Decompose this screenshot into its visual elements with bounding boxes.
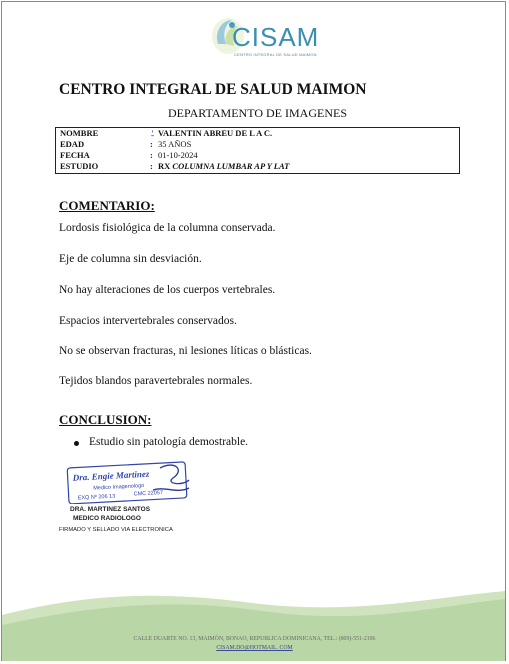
estudio-name: COLUMNA LUMBAR AP Y LAT <box>172 161 290 171</box>
value-nombre: VALENTIN ABREU DE L A C. <box>158 128 273 138</box>
department-title: DEPARTAMENTO DE IMAGENES <box>168 106 347 120</box>
footer-address: CALLE DUARTE NO. 13, MAIMÓN, BONAO, REPUBLICA DOMINICANA, TEL.: (809)-551-2196 <box>133 636 376 642</box>
logo-text: CISAM <box>232 22 320 52</box>
patient-info-table <box>55 127 460 174</box>
value-edad: 35 AÑOS <box>158 139 192 149</box>
doctor-title: MEDICO RADIOLOGO <box>73 515 141 522</box>
stamp-exq: EXQ Nº 206 13 <box>77 493 116 502</box>
page-frame <box>1 1 506 661</box>
footer-email[interactable]: CISAM.DO@HOTMAIL. COM <box>216 645 293 651</box>
stamp-title: Medico Imagenologo <box>93 482 145 492</box>
comentario-line: No hay alteraciones de los cuerpos vertebrales. <box>59 284 276 296</box>
signature-stamp <box>65 460 195 504</box>
label-nombre: NOMBRE <box>60 128 99 138</box>
stamp-cmd: CMC 22057 <box>133 490 164 498</box>
comentario-line: No se observan fracturas, ni lesiones líticas o blásticas. <box>59 345 312 357</box>
logo-subtext: CENTRO INTEGRAL DE SALUD MAIMON <box>234 52 317 57</box>
colon: : <box>150 161 153 171</box>
comentario-line: Eje de columna sin desviación. <box>59 253 202 265</box>
conclusion-heading: CONCLUSION: <box>59 412 152 427</box>
bullet-icon <box>74 441 79 446</box>
value-estudio <box>158 161 289 172</box>
conclusion-item: Estudio sin patología demostrable. <box>89 436 249 448</box>
stamp-name: Dra. Engie Martinez <box>72 468 150 483</box>
value-fecha: 01-10-2024 <box>158 150 198 160</box>
comentario-line: Espacios intervertebrales conservados. <box>59 315 237 327</box>
signature-note: FIRMADO Y SELLADO VIA ELECTRONICA <box>59 527 173 533</box>
estudio-prefix: RX <box>158 161 171 171</box>
label-estudio: ESTUDIO <box>60 161 99 171</box>
comentario-line: Lordosis fisiológica de la columna conservada. <box>59 222 276 234</box>
label-edad: EDAD <box>60 139 85 149</box>
comentario-heading: COMENTARIO: <box>59 198 155 213</box>
field-marker: ⍘ <box>150 128 156 138</box>
colon: : <box>150 139 153 149</box>
colon: : <box>150 150 153 160</box>
cisam-logo <box>208 14 318 58</box>
label-fecha: FECHA <box>60 150 90 160</box>
doctor-name: DRA. MARTINEZ SANTOS <box>70 506 151 513</box>
comentario-line: Tejidos blandos paravertebrales normales. <box>59 375 253 387</box>
page-title: CENTRO INTEGRAL DE SALUD MAIMON <box>59 81 367 98</box>
signature-scribble <box>153 465 189 490</box>
